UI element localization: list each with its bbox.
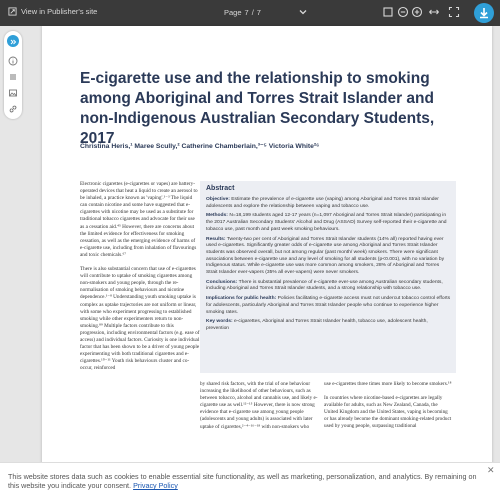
paragraph: Electronic cigarettes (e-cigarettes or vapes) are battery-operated devices that heat a liquid to create an aerosol to be inhaled, a practice known as 'vaping'.¹⁻³ The liquid can contain nicotine and some have suggested that e-cigarettes with nicotine may be used as a substitute for traditional tobacco cigarettes and advocate for their use as a cessation aid.⁴⁵ However, there are concerns about the limited evidence for effectiveness for smoking cessation, as well as the emerging evidence of harms of e-cigarette use, including from inhalation of flavourings and toxic chemicals.⁶⁷: [80, 181, 198, 258]
article-title: E-cigarette use and the relationship to smoking among Aboriginal and Torres Strait Islander and non-Indigenous Australian Secondary Students, 2017: [80, 70, 435, 147]
fit-width-icon[interactable]: [428, 6, 440, 18]
view-in-publisher-link[interactable]: [8, 7, 97, 16]
paragraph: There is also substantial concern that use of e-cigarettes will contribute to uptake of smoking cigarettes among non-smokers and young people, through the re-normalisation of smoking behaviours and nicotine dependence.¹⁻⁸ Understanding youth smoking uptake is complex as uptake trajectories are not uniform or linear, with some who experiment progressing to established smoking while other experimenters return to non-smoking.⁸⁹ Multiple factors contribute to this progression, including environmental factors (e.g. ease of access) and individual factors. Curiosity is one individual factor that has been shown to be a driver of young people experimenting with both traditional cigarettes and e-cigarettes.¹⁰⁻¹¹ Youth risk behaviours cluster and co-occur, reinforced: [80, 266, 200, 372]
expand-toggle-icon[interactable]: [7, 35, 19, 47]
abstract-text: e-cigarettes, Aboriginal and Torres Strait Islander health, tobacco use, adolescent health, prevention: [206, 319, 428, 331]
abstract-section: [206, 280, 452, 293]
close-icon[interactable]: ✕: [487, 465, 495, 475]
abstract-label: Key words:: [206, 319, 233, 325]
abstract-body: [206, 197, 452, 336]
expand-icon[interactable]: [382, 6, 394, 18]
abstract-box: [200, 181, 456, 373]
list-icon[interactable]: [8, 69, 18, 79]
abstract-text: Estimate the prevalence of e-cigarette use (vaping) among Aboriginal and Torres Strait Islander adolescents and explore the relationship between vaping and tobacco use.: [206, 197, 439, 209]
zoom-in-icon[interactable]: [411, 6, 423, 18]
page-total: 7: [256, 8, 261, 17]
info-icon[interactable]: [8, 53, 18, 63]
abstract-section: [206, 319, 452, 332]
abstract-text: Policies facilitating e-cigarette access must not undercut tobacco control efforts for adolescents, particularly Aboriginal and Torres Strait Islander people who continue to experience higher smoking rates.: [206, 296, 451, 315]
fullscreen-icon[interactable]: [448, 6, 460, 18]
abstract-section: [206, 296, 452, 316]
zoom-out-icon[interactable]: [397, 6, 409, 18]
page-separator: /: [251, 8, 254, 17]
abstract-label: Implications for public health:: [206, 296, 277, 302]
chevron-down-icon[interactable]: [297, 6, 309, 18]
abstract-label: Methods:: [206, 213, 228, 219]
abstract-text: There is substantial prevalence of e-cigarette ever-use among Australian secondary students, including Aboriginal and Torres Strait Islander students, and a strong relationship with tobacco use.: [206, 279, 443, 292]
image-icon[interactable]: [8, 85, 18, 95]
abstract-section: [206, 213, 452, 233]
viewer-toolbar: [0, 0, 500, 26]
abstract-section: [206, 237, 452, 277]
paragraph: In countries where nicotine-based e-cigarettes are legally available for adults, such as New Zealand, Canada, the United Kingdom and the United States, vaping is becoming or has already become the dominant smoking-related product used by young people, surpassing traditional: [324, 395, 452, 430]
cookie-message: [8, 472, 478, 490]
paragraph: use e-cigarettes three times more likely to become smokers.¹⁸: [324, 381, 452, 387]
side-toolbar: [4, 31, 22, 119]
body-column-1: [80, 181, 200, 379]
abstract-label: Objective:: [206, 197, 230, 202]
abstract-section: [206, 197, 452, 210]
body-column-3: [324, 381, 452, 438]
download-icon: [474, 3, 494, 23]
abstract-text: Twenty-two per cent of Aboriginal and Torres Strait Islander students (14% all) reported having ever used e-cigarettes. Significantly greater odds of e-cigarette use among Aboriginal and Torres Strait Islander students was observed overall, but not among regular (past month/ week) smokers. There were significant associations between e-cigarette use and any level of smoking for all students (p<0.001), with no variation by Indigenous status. While e-cigarette use was more common among smokers, 28% of Aboriginal and Torres Strait Islander ever-vapers (35% all ever-vapers) were never smokers.: [206, 236, 445, 276]
cookie-text: This website stores data such as cookies to enable essential site functionality, as well as marketing, personalization, and analytics. By remaining on this website you indicate your consent.: [8, 472, 477, 490]
privacy-policy-link[interactable]: Privacy Policy: [133, 481, 178, 490]
pdf-page: [42, 26, 492, 500]
article-authors: Christina Heris,¹ Maree Scully,² Catherine Chamberlain,³⁻⁵ Victoria White²⁶: [80, 143, 320, 150]
abstract-text: N=18,199 students aged 12-17 years (n=1,097 Aboriginal and Torres Strait Islander) participating in the 2017 Australian Secondary Students' Alcohol and Drug (ASSAD) Survey self-reported their e-cigarette and tobacco use, past month and past week smoking behaviours.: [206, 213, 447, 232]
download-button[interactable]: [474, 3, 494, 23]
abstract-label: Conclusions:: [206, 279, 238, 285]
publisher-link-label: View in Publisher's site: [21, 7, 98, 16]
cookie-banner: [0, 462, 500, 501]
page-label: Page: [224, 8, 242, 17]
link-icon[interactable]: [8, 101, 18, 111]
body-column-2: by shared risk factors, with the trial of one behaviour increasing the likelihood of other behaviours, such as between tobacco, alcohol and cannabis use, and likely e-cigarette use as well.¹²⁻¹⁵ However, there is now strong evidence that e-cigarette use among young people (adolescents and young adults) is associated with later uptake of cigarettes,²⁻⁴⁻¹⁶⁻¹⁸ with non-smokers who: [200, 381, 318, 430]
page-current[interactable]: 7: [244, 8, 249, 17]
abstract-heading: Abstract: [206, 185, 235, 192]
page-indicator: [224, 8, 261, 17]
external-page-icon: [8, 7, 17, 16]
abstract-label: Results:: [206, 236, 226, 242]
